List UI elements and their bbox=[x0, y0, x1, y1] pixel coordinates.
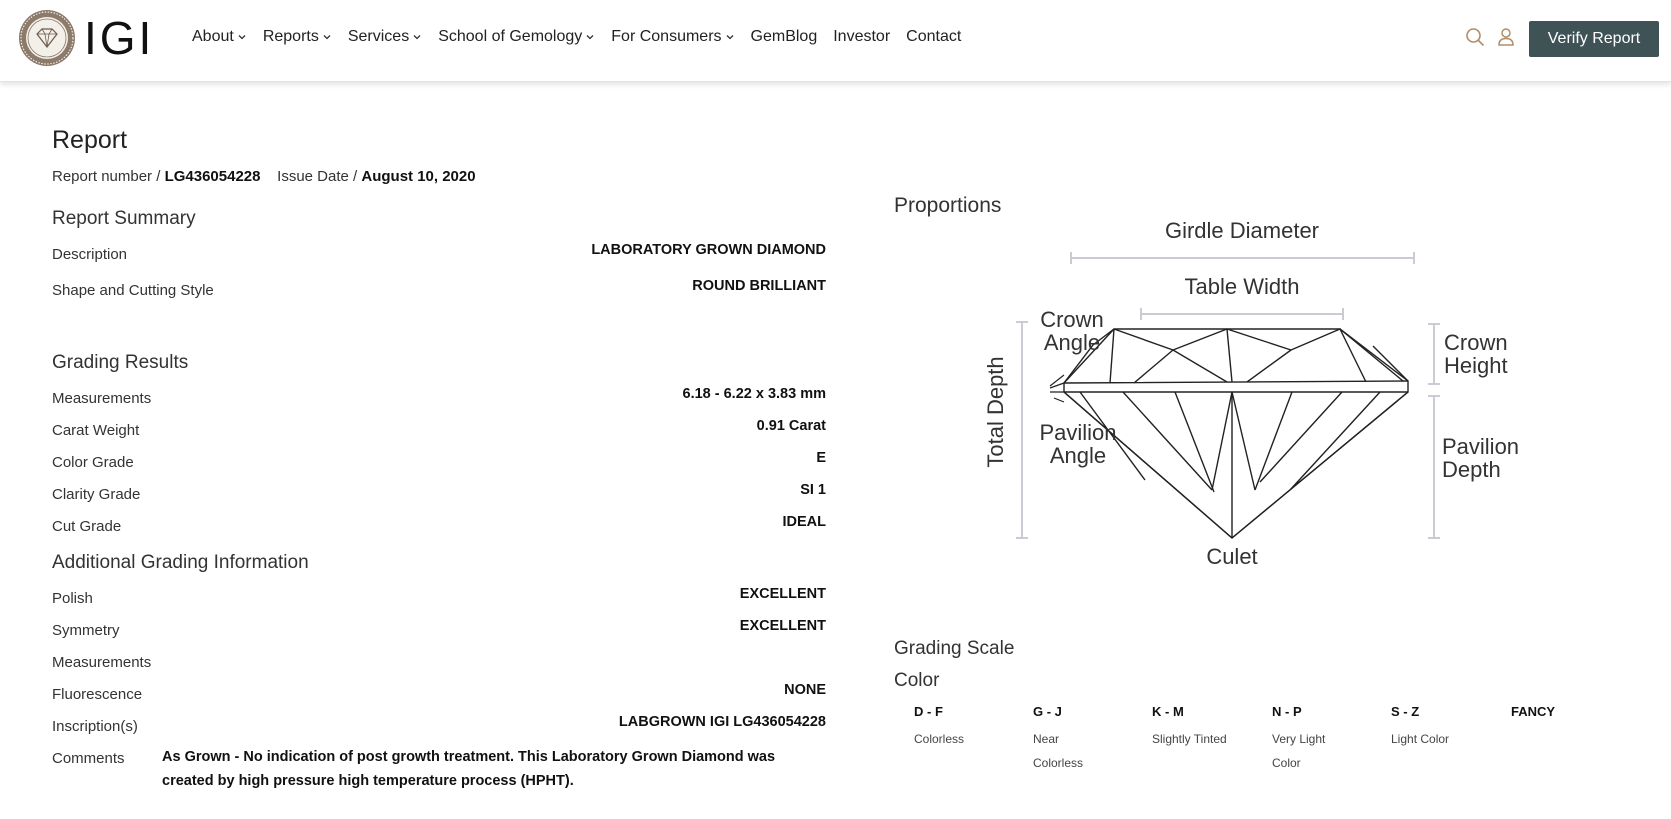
site-header bbox=[0, 0, 1671, 82]
nav-about[interactable] bbox=[192, 28, 247, 46]
row-value-inscription: LABGROWN IGI LG436054228 bbox=[618, 714, 826, 730]
nav-investor[interactable] bbox=[833, 28, 890, 46]
scale-range: G - J bbox=[1033, 704, 1062, 719]
nav-school-of-gemology[interactable] bbox=[438, 28, 595, 46]
nav-for-consumers[interactable] bbox=[611, 28, 734, 46]
scale-desc: Near bbox=[1033, 732, 1060, 746]
additional-grading-title: Additional Grading Information bbox=[52, 552, 309, 573]
scale-desc: Colorless bbox=[914, 732, 965, 746]
label-crown-angle-2: Angle bbox=[1043, 330, 1101, 355]
scale-col-g-j bbox=[1033, 704, 1143, 775]
user-icon[interactable] bbox=[1495, 26, 1517, 48]
grading-scale-title: Grading Scale bbox=[894, 638, 1015, 659]
row-value-shape: ROUND BRILLIANT bbox=[692, 278, 826, 294]
nav-label: Reports bbox=[262, 28, 319, 45]
row-label-cut: Cut Grade bbox=[52, 518, 122, 535]
nav-label: Services bbox=[347, 28, 410, 45]
row-value-color: E bbox=[816, 450, 826, 466]
label-girdle-diameter: Girdle Diameter bbox=[1164, 220, 1320, 243]
label-culet: Culet bbox=[1206, 544, 1258, 569]
report-number-label: Report number / bbox=[52, 168, 161, 185]
label-crown-height-1: Crown bbox=[1444, 330, 1508, 355]
scale-range: K - M bbox=[1152, 704, 1184, 719]
report-meta bbox=[52, 168, 476, 185]
nav-label: GemBlog bbox=[750, 28, 818, 45]
report-number: LG436054228 bbox=[164, 168, 261, 185]
proportions-title: Proportions bbox=[894, 194, 1002, 217]
label-crown-angle-1: Crown bbox=[1040, 307, 1104, 332]
nav-reports[interactable] bbox=[263, 28, 332, 46]
row-value-polish: EXCELLENT bbox=[739, 586, 826, 602]
row-label-carat: Carat Weight bbox=[52, 422, 140, 439]
row-value-clarity: SI 1 bbox=[800, 482, 826, 498]
scale-desc: Light Color bbox=[1391, 732, 1450, 746]
label-total-depth: Total Depth bbox=[983, 356, 1008, 468]
row-value-carat: 0.91 Carat bbox=[756, 418, 826, 434]
row-label-color: Color Grade bbox=[52, 454, 134, 471]
row-label-description: Description bbox=[52, 246, 128, 263]
igi-seal-logo[interactable] bbox=[18, 9, 76, 67]
label-pavilion-angle-2: Angle bbox=[1049, 443, 1107, 468]
nav-services[interactable] bbox=[348, 28, 422, 46]
chevron-down-icon bbox=[322, 32, 332, 42]
issue-date-label: Issue Date / bbox=[277, 168, 358, 185]
page-title: Report bbox=[52, 126, 128, 154]
search-icon[interactable] bbox=[1464, 26, 1486, 48]
row-label-symmetry: Symmetry bbox=[52, 622, 120, 639]
chevron-down-icon bbox=[412, 32, 422, 42]
row-value-symmetry: EXCELLENT bbox=[739, 618, 826, 634]
scale-col-n-p bbox=[1272, 704, 1382, 775]
scale-range: D - F bbox=[914, 704, 943, 719]
row-value-description: LABORATORY GROWN DIAMOND bbox=[591, 242, 826, 258]
scale-desc: Slightly Tinted bbox=[1152, 732, 1227, 746]
chevron-down-icon bbox=[237, 32, 247, 42]
row-label-measurements: Measurements bbox=[52, 390, 152, 407]
nav-label: Contact bbox=[906, 28, 962, 45]
nav-gemblog[interactable] bbox=[751, 28, 818, 46]
nav-label: For Consumers bbox=[611, 28, 722, 45]
row-label-inscription: Inscription(s) bbox=[52, 718, 138, 735]
label-table-width: Table Width bbox=[1184, 274, 1300, 299]
row-label-shape: Shape and Cutting Style bbox=[52, 282, 214, 299]
label-pavilion-depth-1: Pavilion bbox=[1442, 434, 1520, 459]
chevron-down-icon bbox=[725, 32, 735, 42]
scale-col-d-f bbox=[914, 704, 1024, 751]
row-label-measurements-2: Measurements bbox=[52, 654, 152, 671]
row-label-polish: Polish bbox=[52, 590, 93, 607]
row-value-comments: As Grown - No indication of post growth treatment. This Laboratory Grown Diamond was created by high pressure high temperature process (HPHT). bbox=[162, 749, 776, 789]
nav-label: About bbox=[192, 28, 234, 45]
grading-results-title: Grading Results bbox=[52, 352, 189, 373]
row-label-fluorescence: Fluorescence bbox=[52, 686, 143, 703]
report-summary-title: Report Summary bbox=[52, 208, 196, 229]
label-pavilion-depth-2: Depth bbox=[1442, 457, 1501, 482]
scale-col-fancy bbox=[1511, 704, 1621, 727]
scale-desc: Very Light bbox=[1272, 732, 1326, 746]
chevron-down-icon bbox=[585, 32, 595, 42]
row-label-clarity: Clarity Grade bbox=[52, 486, 141, 503]
scale-range: FANCY bbox=[1511, 704, 1556, 719]
grading-scale-color-title: Color bbox=[894, 670, 940, 691]
nav-contact[interactable] bbox=[906, 28, 961, 46]
nav-label: School of Gemology bbox=[438, 28, 583, 45]
angle-ticks bbox=[1050, 375, 1064, 402]
scale-range: N - P bbox=[1272, 704, 1302, 719]
row-label-comments: Comments bbox=[52, 750, 125, 767]
label-pavilion-angle-1: Pavilion bbox=[1039, 420, 1117, 445]
scale-desc: Color bbox=[1272, 756, 1301, 770]
igi-wordmark[interactable]: IGI bbox=[84, 12, 155, 64]
row-value-measurements: 6.18 - 6.22 x 3.83 mm bbox=[682, 386, 826, 402]
proportions-diagram bbox=[970, 220, 1530, 580]
main-nav bbox=[192, 26, 977, 48]
scale-desc: Colorless bbox=[1033, 756, 1084, 770]
label-crown-height-2: Height bbox=[1444, 353, 1508, 378]
row-value-fluorescence: NONE bbox=[784, 682, 826, 698]
scale-col-s-z bbox=[1391, 704, 1501, 751]
issue-date: August 10, 2020 bbox=[361, 168, 476, 185]
scale-col-k-m bbox=[1152, 704, 1262, 751]
verify-report-button[interactable]: Verify Report bbox=[1529, 21, 1659, 57]
row-value-cut: IDEAL bbox=[782, 514, 826, 530]
scale-range: S - Z bbox=[1391, 704, 1420, 719]
nav-label: Investor bbox=[833, 28, 891, 45]
